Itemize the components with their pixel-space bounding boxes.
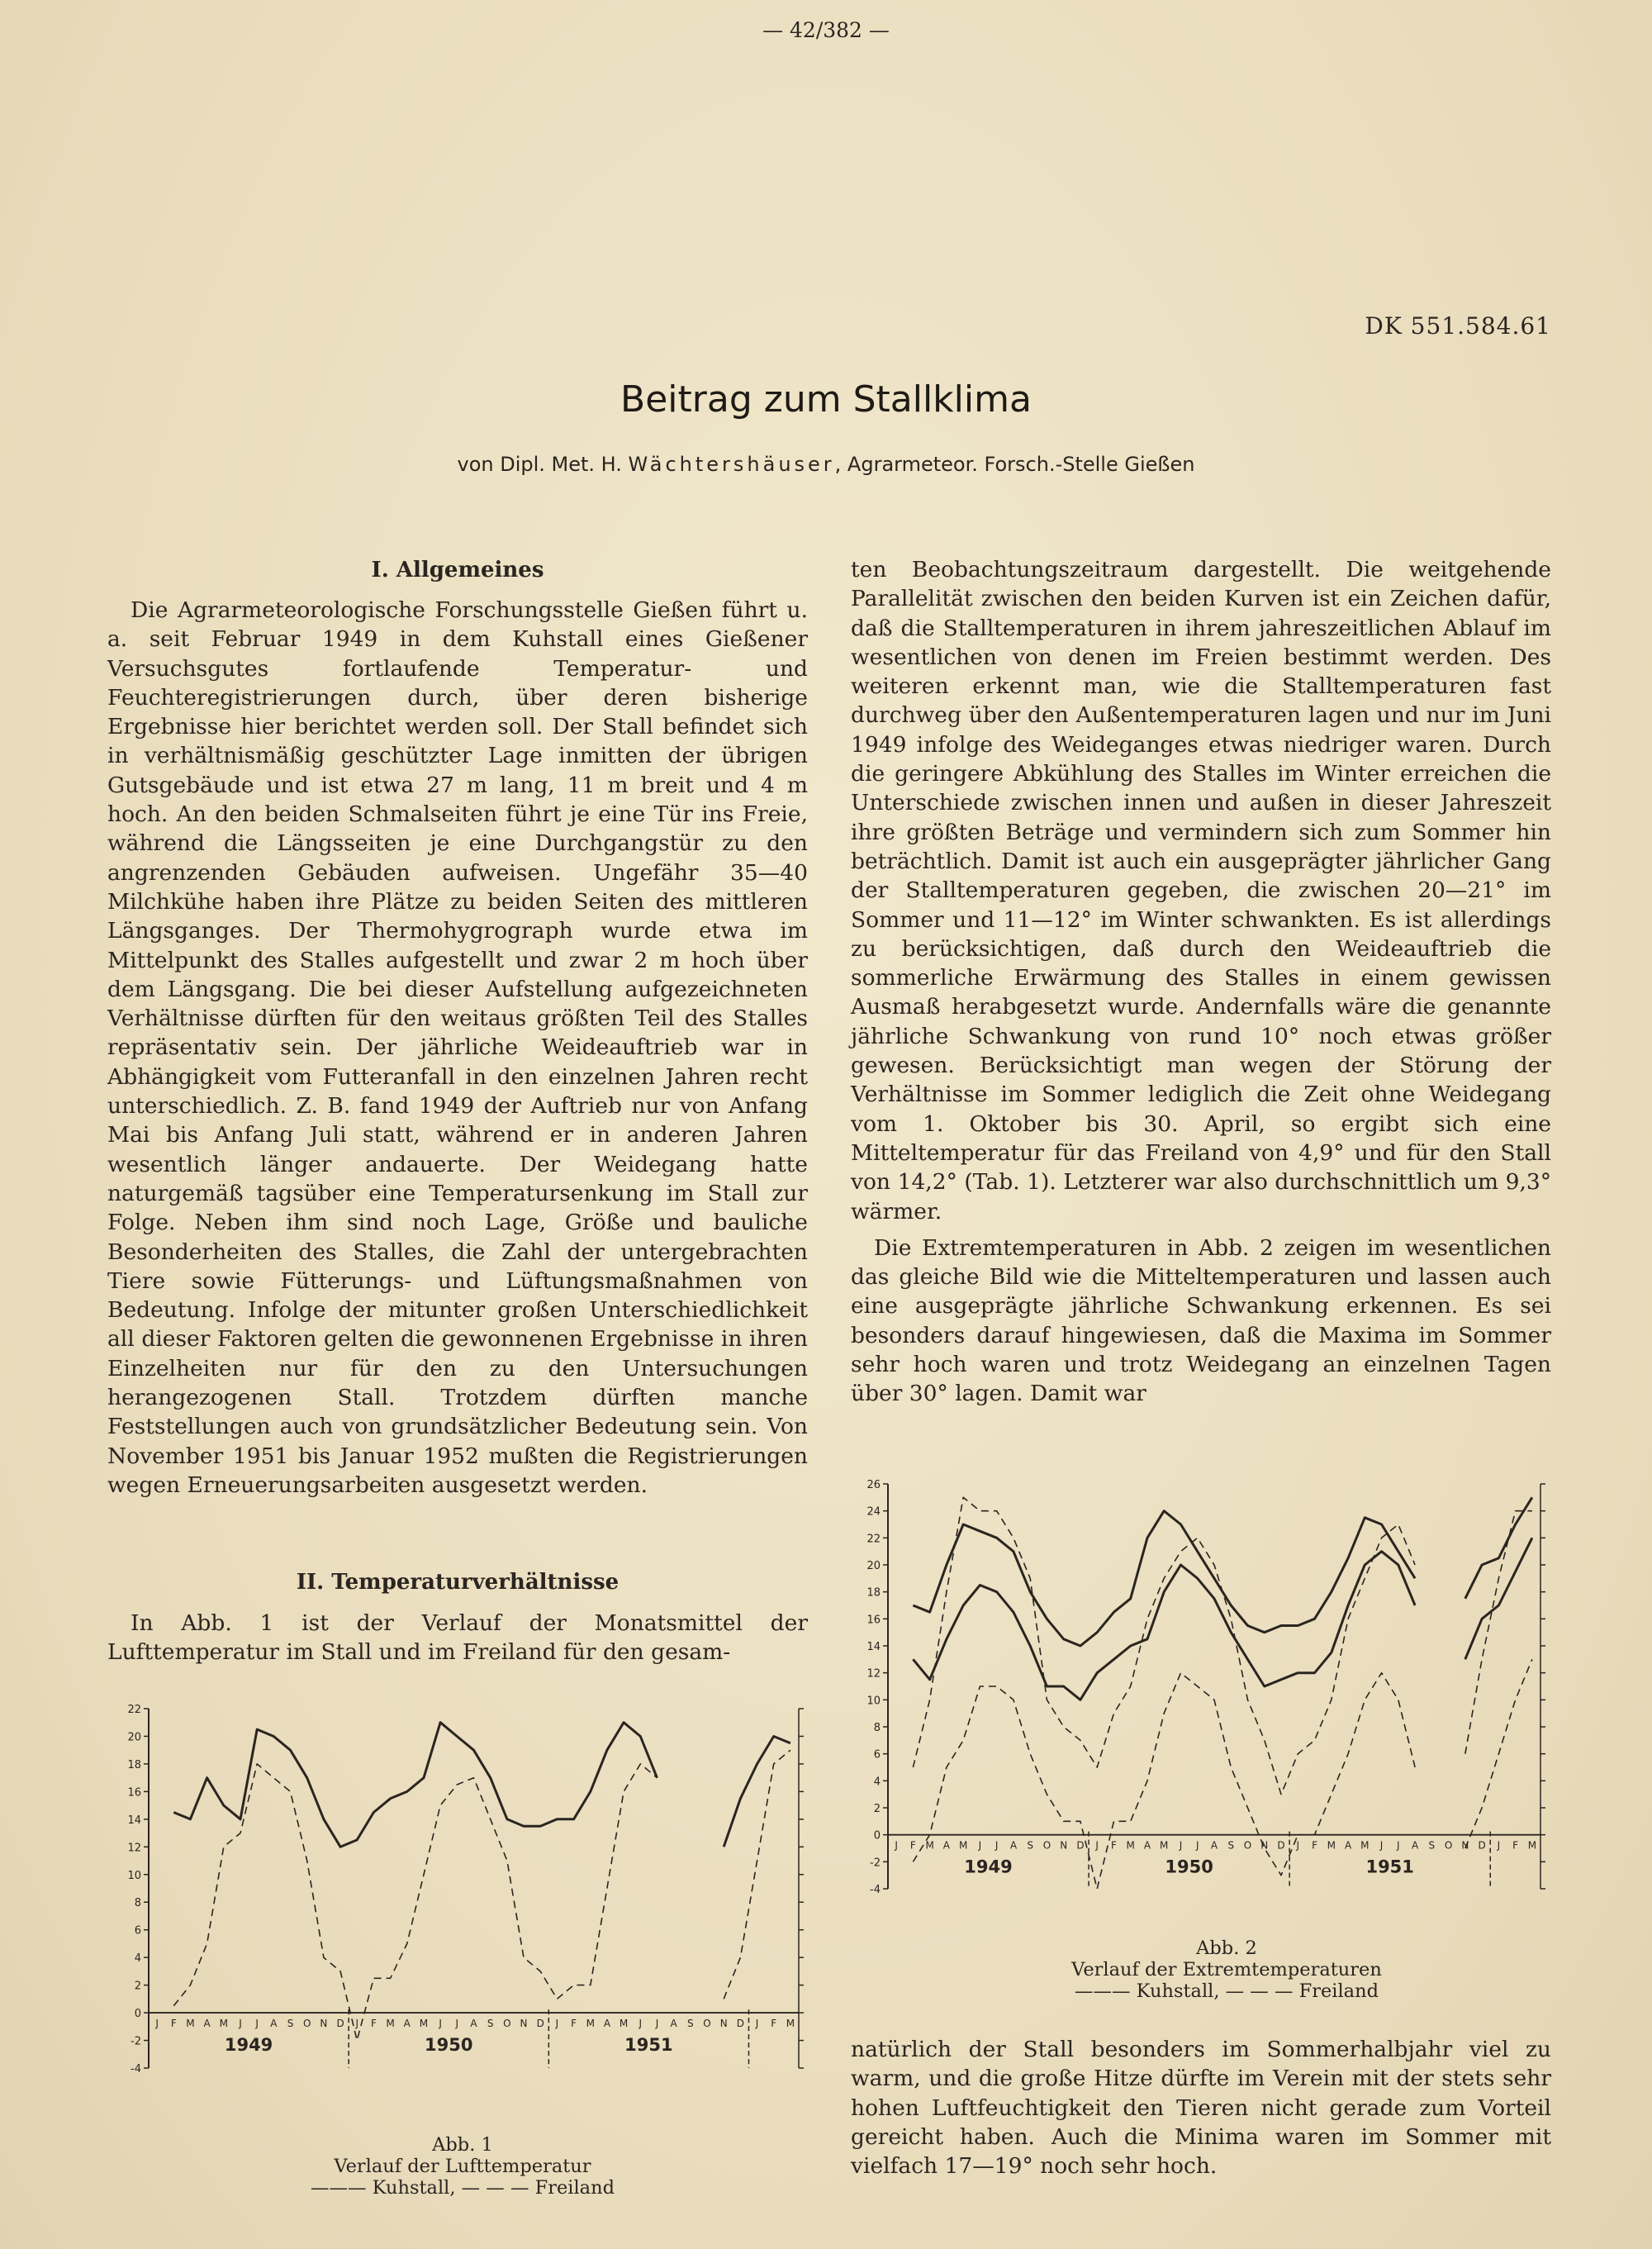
- left-column-text-1: [107, 596, 808, 1500]
- figure-1: [103, 1692, 809, 2122]
- month-label: D: [336, 2018, 344, 2030]
- month-label: N: [719, 2018, 728, 2030]
- year-label: 1950: [1165, 1857, 1213, 1877]
- paragraph: natürlich der Stall besonders im Sommerhalbjahr viel zu warm, und die große Hitze dürfte im Verein mit der stets sehr hohen Luftfeuchtigkeit den Tieren nicht gerade zum Vorteil gereicht haben. Auch die Minima waren im Sommer mit vielfach 17—19° noch sehr hoch.: [851, 2037, 1551, 2180]
- month-label: J: [755, 2018, 759, 2030]
- left-column-text-2: [107, 1609, 808, 1667]
- y-tick-label: 20: [127, 1731, 141, 1744]
- month-label: S: [1027, 1839, 1033, 1852]
- author-prefix: von Dipl. Met. H.: [457, 453, 629, 476]
- month-label: M: [219, 2018, 228, 2030]
- series-kuhstall-minimum: [913, 1538, 1532, 1700]
- figure-2: [843, 1469, 1561, 1944]
- month-label: J: [978, 1839, 982, 1852]
- month-label: J: [895, 1839, 898, 1852]
- article-title: Beitrag zum Stallklima: [620, 378, 1032, 421]
- y-tick-label: 6: [134, 1924, 141, 1938]
- month-label: A: [1210, 1839, 1218, 1852]
- month-label: D: [736, 2018, 744, 2030]
- figure-1-label: Abb. 1: [432, 2134, 493, 2156]
- month-label: M: [786, 2018, 795, 2030]
- month-label: O: [302, 2018, 311, 2030]
- y-tick-label: 10: [127, 1869, 141, 1882]
- month-label: N: [1060, 1839, 1068, 1852]
- y-tick-label: -2: [870, 1857, 881, 1870]
- month-label: O: [703, 2018, 711, 2030]
- author-line: [0, 453, 1652, 476]
- month-label: A: [1009, 1839, 1018, 1852]
- y-tick-label: 0: [873, 1829, 881, 1842]
- month-label: N: [520, 2018, 528, 2030]
- month-label: M: [386, 2018, 395, 2030]
- figure-1-title: Verlauf der Lufttemperatur: [334, 2156, 591, 2177]
- y-tick-label: 16: [866, 1614, 881, 1627]
- y-tick-label: 20: [866, 1560, 881, 1572]
- month-label: F: [771, 2018, 777, 2030]
- month-label: O: [1243, 1839, 1252, 1852]
- month-label: J: [638, 2018, 643, 2030]
- month-label: F: [1111, 1839, 1117, 1852]
- month-label: J: [255, 2018, 259, 2030]
- y-tick-label: 18: [866, 1586, 881, 1600]
- month-label: J: [155, 2018, 159, 2030]
- month-label: A: [270, 2018, 278, 2030]
- y-tick-label: 6: [873, 1748, 881, 1762]
- section-heading-2: II. Temperaturverhältnisse: [296, 1570, 620, 1595]
- year-label: 1950: [425, 2035, 473, 2056]
- y-tick-label: -4: [131, 2063, 141, 2075]
- year-label: 1949: [964, 1857, 1013, 1877]
- month-label: M: [586, 2018, 595, 2030]
- month-label: F: [1312, 1839, 1317, 1852]
- month-label: F: [1512, 1839, 1519, 1852]
- month-label: J: [655, 2018, 659, 2030]
- month-label: S: [687, 2018, 694, 2030]
- month-label: J: [1397, 1839, 1400, 1852]
- figure-2-title: Verlauf der Extremtemperaturen: [1071, 1959, 1382, 1980]
- figure-2-caption: [913, 1938, 1540, 2002]
- year-label: 1951: [1365, 1857, 1414, 1877]
- month-label: J: [1379, 1839, 1384, 1852]
- paragraph: ten Beobachtungszeitraum dargestellt. Die weitgehende Parallelität zwischen den beiden Kurven ist ein Zeichen dafür, daß die Stalltemperaturen in ihrem jahreszeitlichen Ablauf im wesentlichen von denen im Freien bestimmt werden. Des weiteren erkennt man, wie die Stalltemperaturen fast durchweg über den Außentemperaturen lagen und nur im Juni 1949 infolge des Weideganges etwas niedriger waren. Durch die geringere Abkühlung des Stalles im Winter erreichen die Unterschiede zwischen innen und außen in dieser Jahreszeit ihre größten Beträge und vermindern sich zum Sommer hin beträchtlich. Damit ist auch ein ausgeprägter jährlicher Gang der Stalltemperaturen gegeben, die zwischen 20—21° im Sommer und 11—12° im Winter schwankten. Es ist allerdings zu berücksichtigen, daß durch den Weideauftrieb die sommerliche Erwärmung des Stalles in einem gewissen Ausmaß herabgesetzt wurde. Andernfalls wäre die genannte jährliche Schwankung von rund 10° noch etwas größer gewesen. Berücksichtigt man wegen der Störung der Verhältnisse im Sommer lediglich die Zeit ohne Weidegang vom 1. Oktober bis 30. April, so ergibt sich eine Mitteltemperatur für das Freiland von 4,9° und für den Stall von 14,2° (Tab. 1). Letzterer war also durchschnittlich um 9,3° wärmer.: [851, 557, 1551, 1224]
- month-label: J: [355, 2018, 359, 2030]
- y-tick-label: 22: [127, 1704, 141, 1716]
- month-label: A: [1143, 1839, 1151, 1852]
- month-label: J: [1095, 1839, 1099, 1852]
- y-tick-label: 2: [873, 1803, 881, 1815]
- month-label: O: [1444, 1839, 1453, 1852]
- month-label: F: [571, 2018, 577, 2030]
- month-label: J: [239, 2018, 242, 2030]
- y-tick-label: 4: [134, 1952, 141, 1966]
- page-number: — 42/382 —: [762, 18, 890, 42]
- month-label: A: [1411, 1839, 1419, 1852]
- y-tick-label: 0: [134, 2008, 141, 2021]
- series-freiland-maximum: [913, 1497, 1532, 1794]
- paragraph: Die Extremtemperaturen in Abb. 2 zeigen im wesentlichen das gleiche Bild wie die Mitteltemperaturen und lassen auch eine ausgeprägte jährliche Schwankung erkennen. Es sei besonders darauf hingewiesen, daß die Maxima im Sommer sehr hoch waren und trotz Weidegang an einzelnen Tagen über 30° lagen. Damit war: [851, 1234, 1551, 1407]
- figure-2-label: Abb. 2: [1196, 1938, 1257, 1959]
- month-label: F: [909, 1839, 916, 1852]
- month-label: N: [1461, 1839, 1469, 1852]
- month-label: M: [1527, 1839, 1537, 1852]
- month-label: A: [603, 2018, 611, 2030]
- series-freiland-minimum: [913, 1659, 1532, 1889]
- month-label: J: [1179, 1839, 1183, 1852]
- month-label: A: [203, 2018, 211, 2030]
- figure-2-legend: ——— Kuhstall, — — — Freiland: [1075, 1980, 1379, 2002]
- month-label: J: [439, 2018, 442, 2030]
- month-label: M: [1327, 1839, 1336, 1852]
- paragraph: In Abb. 1 ist der Verlauf der Monatsmittel der Lufttemperatur im Stall und im Freiland für den gesam-: [107, 1610, 808, 1666]
- month-label: J: [455, 2018, 459, 2030]
- y-tick-label: 26: [866, 1479, 881, 1491]
- month-label: M: [1360, 1839, 1370, 1852]
- y-tick-label: 14: [127, 1814, 141, 1827]
- month-label: M: [1126, 1839, 1135, 1852]
- month-label: F: [370, 2018, 377, 2030]
- month-label: D: [1076, 1839, 1085, 1852]
- y-tick-label: 10: [866, 1695, 881, 1708]
- y-tick-label: 8: [134, 1897, 141, 1910]
- y-tick-label: 12: [866, 1667, 881, 1681]
- month-label: O: [503, 2018, 511, 2030]
- author-name: Wächtershäuser: [628, 453, 835, 476]
- y-tick-label: 24: [866, 1505, 881, 1519]
- y-tick-label: 16: [127, 1786, 141, 1800]
- figure-1-legend: ——— Kuhstall, — — — Freiland: [311, 2177, 615, 2199]
- y-tick-label: 18: [127, 1758, 141, 1771]
- y-tick-label: 12: [127, 1842, 141, 1855]
- section-heading-1: I. Allgemeines: [371, 558, 544, 582]
- right-column-text-1: [851, 555, 1551, 1409]
- y-tick-label: -4: [870, 1884, 881, 1896]
- y-tick-label: 22: [866, 1533, 881, 1546]
- month-label: S: [1227, 1839, 1235, 1852]
- y-tick-label: 4: [873, 1776, 881, 1789]
- month-label: J: [995, 1839, 999, 1852]
- figure-1-caption: [165, 2134, 760, 2199]
- month-label: F: [170, 2018, 177, 2030]
- figure-2-chart: [843, 1469, 1561, 1944]
- series-kuhstall: [173, 1723, 790, 1847]
- month-label: S: [1428, 1839, 1436, 1852]
- month-label: M: [619, 2018, 629, 2030]
- month-label: M: [958, 1839, 968, 1852]
- y-tick-label: -2: [131, 2035, 141, 2048]
- series-kuhstall-maximum: [913, 1497, 1532, 1646]
- month-label: A: [670, 2018, 677, 2030]
- year-label: 1949: [224, 2035, 273, 2056]
- month-label: A: [942, 1839, 951, 1852]
- month-label: O: [1042, 1839, 1051, 1852]
- y-tick-label: 14: [866, 1641, 881, 1653]
- month-label: J: [1296, 1839, 1300, 1852]
- month-label: N: [1260, 1839, 1269, 1852]
- month-label: A: [470, 2018, 477, 2030]
- year-label: 1951: [624, 2035, 673, 2056]
- month-label: S: [487, 2018, 494, 2030]
- month-label: A: [403, 2018, 411, 2030]
- month-label: M: [419, 2018, 429, 2030]
- month-label: M: [1160, 1839, 1169, 1852]
- month-label: D: [1277, 1839, 1285, 1852]
- month-label: J: [1195, 1839, 1199, 1852]
- month-label: M: [925, 1839, 934, 1852]
- month-label: A: [1344, 1839, 1352, 1852]
- month-label: J: [555, 2018, 559, 2030]
- month-label: N: [320, 2018, 328, 2030]
- dk-classification: DK 551.584.61: [1365, 312, 1551, 340]
- month-label: S: [287, 2018, 294, 2030]
- y-tick-label: 2: [134, 1980, 141, 1993]
- figure-1-chart: [103, 1692, 809, 2122]
- paragraph: Die Agrarmeteorologische Forschungsstelle Gießen führt u. a. seit Februar 1949 in dem Kuhstall eines Gießener Versuchsgutes fortlaufende Temperatur- und Feuchteregistrierungen durch, über deren bisherige Ergebnisse hier berichtet werden soll. Der Stall befindet sich in verhältnismäßig geschützter Lage inmitten der übrigen Gutsgebäude und ist etwa 27 m lang, 11 m breit und 4 m hoch. An den beiden Schmalseiten führt je eine Tür ins Freie, während die Längsseiten je eine Durchgangstür zu den angrenzenden Gebäuden aufweisen. Ungefähr 35—40 Milchkühe haben ihre Plätze zu beiden Seiten des mittleren Längsganges. Der Thermohygrograph wurde etwa im Mittelpunkt des Stalles aufgestellt und zwar 2 m hoch über dem Längsgang. Die bei dieser Aufstellung aufgezeichneten Verhältnisse dürften für den weitaus größten Teil des Stalles repräsentativ sein. Der jährliche Weideauftrieb war in Abhängigkeit vom Futteranfall in den einzelnen Jahren recht unterschiedlich. Z. B. fand 1949 der Auftrieb nur von Anfang Mai bis Anfang Juli statt, während er in anderen Jahren wesentlich länger andauerte. Der Weidegang hatte naturgemäß tagsüber eine Temperatursenkung im Stall zur Folge. Neben ihm sind noch Lage, Größe und bauliche Besonderheiten des Stalles, die Zahl der untergebrachten Tiere sowie Fütterungs- und Lüftungsmaßnahmen von Bedeutung. Infolge der mitunter großen Unterschiedlichkeit all dieser Faktoren gelten die gewonnenen Ergebnisse in ihren Einzelheiten nur für den zu den Untersuchungen herangezogenen Stall. Trotzdem dürften manche Feststellungen auch von grundsätzlicher Bedeutung sein. Von November 1951 bis Januar 1952 mußten die Registrierungen wegen Erneuerungsarbeiten ausgesetzt werden.: [107, 597, 808, 1498]
- y-tick-label: 8: [873, 1722, 881, 1734]
- month-label: J: [1497, 1839, 1501, 1852]
- author-suffix: , Agrarmeteor. Forsch.-Stelle Gießen: [834, 453, 1195, 476]
- right-column-text-2: [851, 2035, 1551, 2180]
- month-label: D: [1478, 1839, 1486, 1852]
- month-label: D: [536, 2018, 544, 2030]
- series-freiland: [170, 1750, 790, 2040]
- month-label: M: [186, 2018, 195, 2030]
